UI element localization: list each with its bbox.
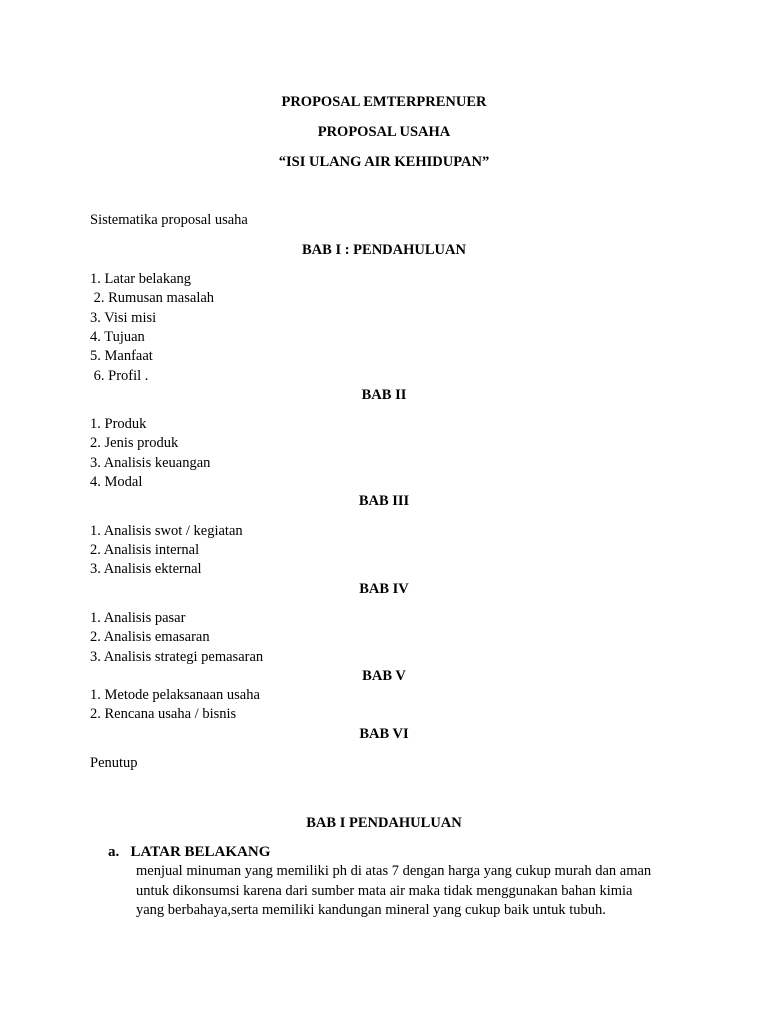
bab1-item: 4. Tujuan: [90, 329, 145, 345]
bab5-item: 2. Rencana usaha / bisnis: [90, 706, 237, 722]
bab3-heading: BAB III: [358, 493, 410, 509]
bab2-heading: BAB II: [361, 387, 407, 403]
bab4-item: 2. Analisis emasaran: [90, 629, 210, 645]
intro-text: Sistematika proposal usaha: [90, 212, 248, 228]
bab3-item: 1. Analisis swot / kegiatan: [90, 523, 243, 539]
bab2-item: 4. Modal: [90, 474, 143, 490]
bab4-item: 3. Analisis strategi pemasaran: [90, 649, 264, 665]
bab5-heading: BAB V: [362, 668, 406, 684]
bab1-heading: BAB I : PENDAHULUAN: [302, 242, 466, 258]
paragraph-line: untuk dikonsumsi karena dari sumber mata air maka tidak menggunakan bahan kimia: [136, 883, 633, 899]
bab6-heading: BAB VI: [359, 726, 409, 742]
document-subtitle: PROPOSAL USAHA: [317, 124, 451, 140]
bab1-item: 3. Visi misi: [90, 310, 157, 326]
bab4-heading: BAB IV: [359, 581, 409, 597]
bab5-item: 1. Metode pelaksanaan usaha: [90, 687, 260, 703]
bab3-item: 2. Analisis internal: [90, 542, 200, 558]
business-name: “ISI ULANG AIR KEHIDUPAN”: [278, 154, 490, 170]
bab1-item: 2. Rumusan masalah: [90, 290, 215, 306]
bab1-item: 1. Latar belakang: [90, 271, 192, 287]
bab2-item: 3. Analisis keuangan: [90, 455, 211, 471]
bab6-item: Penutup: [90, 755, 138, 771]
bab2-item: 1. Produk: [90, 416, 147, 432]
section-heading: BAB I PENDAHULUAN: [306, 815, 462, 831]
bab1-item: 5. Manfaat: [90, 348, 153, 364]
bab2-item: 2. Jenis produk: [90, 435, 179, 451]
bab3-item: 3. Analisis ekternal: [90, 561, 202, 577]
bab1-item: 6. Profil .: [90, 368, 149, 384]
latar-belakang-heading: a. LATAR BELAKANG: [108, 844, 271, 860]
bab4-item: 1. Analisis pasar: [90, 610, 186, 626]
paragraph-line: yang berbahaya,serta memiliki kandungan mineral yang cukup baik untuk tubuh.: [136, 902, 606, 918]
document-title: PROPOSAL EMTERPRENUER: [281, 94, 487, 110]
paragraph-line: menjual minuman yang memiliki ph di atas 7 dengan harga yang cukup murah dan aman: [136, 863, 652, 879]
